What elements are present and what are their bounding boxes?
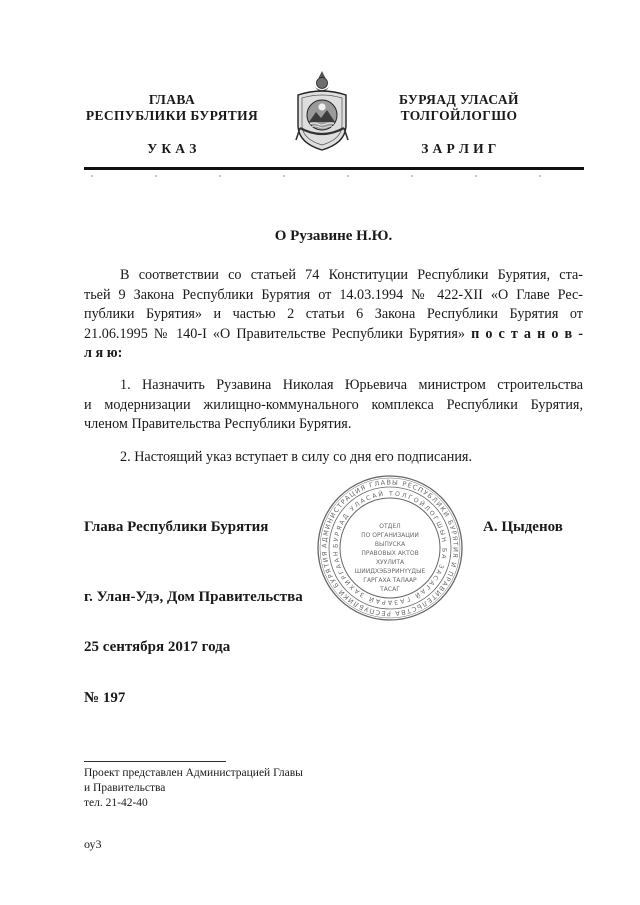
stamp-center-line: ОТДЕЛ [379, 523, 401, 530]
header-left-line2: РЕСПУБЛИКИ БУРЯТИЯ [85, 108, 259, 123]
stamp-center-line: ПРАВОВЫХ АКТОВ [361, 550, 419, 557]
preamble-line-text: 21.06.1995 № 140-I «О Правительстве Республики Бурятия» [84, 325, 465, 342]
preamble-line: тьей 9 Закона Республики Бурятия от 14.03.1994 № 422-XII «О Главе Рес- [84, 286, 583, 303]
preamble-paragraph [84, 266, 583, 364]
preamble-line: В соответствии со статьей 74 Конституции Республики Бурятия, ста- [120, 267, 583, 283]
preamble-line: публики Бурятия» и частью 2 статьи 6 Закона Республики Бурятия от [84, 306, 583, 322]
item-line: 1. Назначить Рузавина Николая Юрьевича министром строительства [120, 377, 583, 393]
official-stamp-icon [316, 474, 464, 622]
buryatia-coat-of-arms-icon [290, 70, 354, 152]
stamp-inner-ring-text: БУРЯАД УЛАСАЙ ТОЛГОЙЛОГШЫН БА ЗАСАГАЙ ГАЗАРАЙ ЗАХИРГААН [332, 490, 448, 606]
stamp-center-line: ВЫПУСКА [374, 541, 406, 548]
footer-divider [84, 761, 226, 762]
stamp-outer-ring-text: АДМИНИСТРАЦИЯ ГЛАВЫ РЕСПУБЛИКИ БУРЯТИЯ И ПРАВИТЕЛЬСТВА РЕСПУБЛИКИ БУРЯТИЯ [320, 478, 460, 618]
stamp-center-line: ХУУЛИТА [375, 559, 405, 566]
footer-note [84, 766, 303, 811]
preamble-line [84, 325, 583, 345]
header-left-doc-type: У К А З [147, 141, 197, 156]
header-dotted-divider [84, 175, 584, 177]
decree-word-part2: л я ю: [84, 345, 123, 361]
signatory-name: А. Цыденов [483, 519, 563, 535]
header-right-line1: БУРЯАД УЛАСАЙ [399, 92, 519, 107]
decree-title: О Рузавине Н.Ю. [274, 228, 393, 244]
item-line: и модернизации жилищно-коммунального комплекса Республики Бурятия, [84, 396, 583, 413]
decree-item-1 [84, 376, 583, 435]
footer-line: и Правительства [84, 782, 166, 794]
decree-word-part1: п о с т а н о в - [471, 325, 584, 342]
document-code: оу3 [84, 837, 102, 851]
stamp-center-line: ШИИДХЭБЭРИНҮҮДЫЕ [354, 568, 426, 575]
footer-line: Проект представлен Администрацией Главы [84, 767, 303, 779]
header-divider [84, 167, 584, 170]
stamp-center-line: ПО ОРГАНИЗАЦИИ [361, 532, 419, 539]
signing-date: 25 сентября 2017 года [84, 639, 231, 655]
stamp-center-line: ТАСАГ [380, 586, 400, 593]
item-line: членом Правительства Республики Бурятия. [84, 416, 352, 432]
header-right-doc-type: З А Р Л И Г [421, 141, 497, 156]
signing-place: г. Улан-Удэ, Дом Правительства [84, 589, 303, 605]
header-left-line1: ГЛАВА [148, 92, 196, 107]
decree-number: № 197 [84, 690, 126, 706]
decree-item-2 [84, 448, 583, 468]
item-line: 2. Настоящий указ вступает в силу со дня его подписания. [120, 449, 473, 465]
header-right-line2: ТОЛГОЙЛОГШО [400, 108, 518, 123]
footer-line: тел. 21-42-40 [84, 797, 148, 809]
stamp-center-line: ГАРГАХА ТАЛААР [363, 577, 417, 584]
signatory-position: Глава Республики Бурятия [84, 519, 269, 535]
